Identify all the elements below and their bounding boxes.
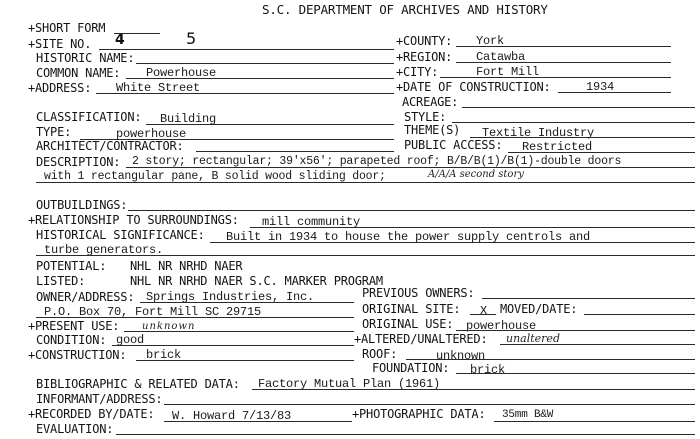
site-no-label: +SITE NO. <box>28 37 92 51</box>
recorded-by-value: W. Howard 7/13/83 <box>172 409 292 423</box>
date-of-construction-label: +DATE OF CONSTRUCTION: <box>396 80 551 94</box>
historic-name-label: HISTORIC NAME: <box>36 51 135 65</box>
address-value: White Street <box>116 81 201 95</box>
county-label: +COUNTY: <box>396 34 453 48</box>
themes-line <box>470 137 695 138</box>
altered-line <box>500 344 695 345</box>
architect-label: ARCHITECT/CONTRACTOR: <box>36 139 184 153</box>
acreage-label: ACREAGE: <box>402 95 459 109</box>
historic-name-line <box>136 63 394 64</box>
county-value: York <box>476 34 505 48</box>
relationship-label: +RELATIONSHIP TO SURROUNDINGS: <box>28 213 239 227</box>
description-line-rule-2 <box>36 182 695 183</box>
original-site-label: ORIGINAL SITE: <box>362 302 461 316</box>
address-label: +ADDRESS: <box>28 81 92 95</box>
owner-rule-2 <box>36 317 354 318</box>
foundation-value: brick <box>470 363 506 377</box>
potential-label: POTENTIAL: <box>36 259 107 273</box>
foundation-label: FOUNDATION: <box>372 361 450 375</box>
previous-owners-line <box>482 298 695 299</box>
moved-date-line <box>584 314 695 315</box>
original-use-label: ORIGINAL USE: <box>362 317 454 331</box>
condition-value: good <box>116 333 145 347</box>
listed-label: LISTED: <box>36 274 86 288</box>
outbuildings-line <box>128 210 695 211</box>
condition-line <box>112 345 354 346</box>
city-line <box>440 77 671 78</box>
outbuildings-label: OUTBUILDINGS: <box>36 198 128 212</box>
common-name-label: COMMON NAME: <box>36 66 121 80</box>
common-name-value: Powerhouse <box>146 66 217 80</box>
county-line <box>456 46 671 47</box>
original-use-line <box>456 330 695 331</box>
date-line <box>558 92 671 93</box>
owner-line-1: Springs Industries, Inc. <box>146 290 315 304</box>
photographic-data-label: +PHOTOGRAPHIC DATA: <box>352 407 486 421</box>
historical-significance-label: HISTORICAL SIGNIFICANCE: <box>36 228 205 242</box>
public-access-label: PUBLIC ACCESS: <box>404 138 503 152</box>
description-line-2: with 1 rectangular pane, B solid wood sliding door; <box>44 170 386 183</box>
listed-options: NHL NR NRHD NAER S.C. MARKER PROGRAM <box>130 274 383 288</box>
potential-options: NHL NR NRHD NAER <box>130 259 243 273</box>
bibliographic-value: Factory Mutual Plan (1961) <box>258 377 441 391</box>
recorded-by-label: +RECORDED BY/DATE: <box>28 407 155 421</box>
altered-label: +ALTERED/UNALTERED: <box>354 332 488 346</box>
condition-label: CONDITION: <box>36 333 107 347</box>
public-access-value: Restricted <box>522 140 593 154</box>
classification-value: Building <box>160 112 217 126</box>
form-title: S.C. DEPARTMENT OF ARCHIVES AND HISTORY <box>262 2 548 17</box>
owner-address-label: OWNER/ADDRESS: <box>36 290 135 304</box>
public-access-line <box>508 152 695 153</box>
significance-rule-2 <box>36 255 695 256</box>
description-handwritten-note: A/A/A second story <box>428 169 524 180</box>
style-line <box>452 122 695 123</box>
original-use-value: powerhouse <box>466 319 537 333</box>
construction-label: +CONSTRUCTION: <box>28 348 127 362</box>
relationship-line <box>250 227 695 228</box>
owner-rule-1 <box>140 302 354 303</box>
altered-value: unaltered <box>506 332 560 345</box>
previous-owners-label: PREVIOUS OWNERS: <box>362 286 475 300</box>
construction-value: brick <box>146 348 182 362</box>
relationship-value: mill community <box>262 215 361 229</box>
city-value: Fort Mill <box>476 65 540 79</box>
bibliographic-label: BIBLIOGRAPHIC & RELATED DATA: <box>36 377 240 391</box>
description-line-rule-1 <box>126 167 695 168</box>
roof-label: ROOF: <box>362 347 398 361</box>
short-form-label: +SHORT FORM <box>28 21 106 35</box>
present-use-label: +PRESENT USE: <box>28 319 120 333</box>
present-use-value: unknown <box>142 321 196 332</box>
site-no-value: 5 <box>186 29 197 48</box>
foundation-line <box>456 373 695 374</box>
photographic-data-value: 35mm B&W <box>502 409 554 421</box>
description-label: DESCRIPTION: <box>36 155 121 169</box>
region-line <box>456 62 671 63</box>
themes-value: Textile Industry <box>482 126 595 140</box>
acreage-line <box>462 107 695 108</box>
photographic-data-line <box>494 421 695 422</box>
site-no-line <box>99 49 394 50</box>
classification-label: CLASSIFICATION: <box>36 110 142 124</box>
description-line-1: 2 story; rectangular; 39'x56'; parapeted roof; B/B/B(1)/B(1)-double doors <box>132 155 622 168</box>
city-label: +CITY: <box>396 65 439 79</box>
historical-significance-line-2: turbe generators. <box>44 243 164 257</box>
bibliographic-line <box>252 389 695 390</box>
informant-label: INFORMANT/ADDRESS: <box>36 392 163 406</box>
historical-significance-line-1: Built in 1934 to house the power supply centrols and <box>226 230 591 244</box>
type-value: powerhouse <box>116 127 187 141</box>
roof-line <box>406 359 695 360</box>
moved-date-label: MOVED/DATE: <box>500 302 578 316</box>
informant-line <box>164 404 695 405</box>
recorded-by-line <box>164 421 352 422</box>
evaluation-line <box>116 434 695 435</box>
roof-value: unknown <box>436 349 486 363</box>
date-of-construction-value: 1934 <box>586 80 615 94</box>
present-use-line <box>124 331 354 332</box>
construction-line <box>136 360 354 361</box>
style-label: STYLE: <box>404 110 447 124</box>
region-value: Catawba <box>476 50 526 64</box>
owner-line-2: P.O. Box 70, Fort Mill SC 29715 <box>44 305 262 319</box>
region-label: +REGION: <box>396 50 453 64</box>
address-line <box>96 93 394 94</box>
common-name-line <box>126 78 394 79</box>
significance-rule-1 <box>210 242 695 243</box>
site-no-handwritten-mark: 4 <box>115 32 125 48</box>
classification-line <box>146 124 394 125</box>
architect-line <box>196 151 394 152</box>
type-label: TYPE: <box>36 125 72 139</box>
original-site-line <box>470 314 496 315</box>
original-site-value: X <box>480 304 488 318</box>
themes-label: THEME(S) <box>404 123 461 137</box>
evaluation-label: EVALUATION: <box>36 422 114 436</box>
